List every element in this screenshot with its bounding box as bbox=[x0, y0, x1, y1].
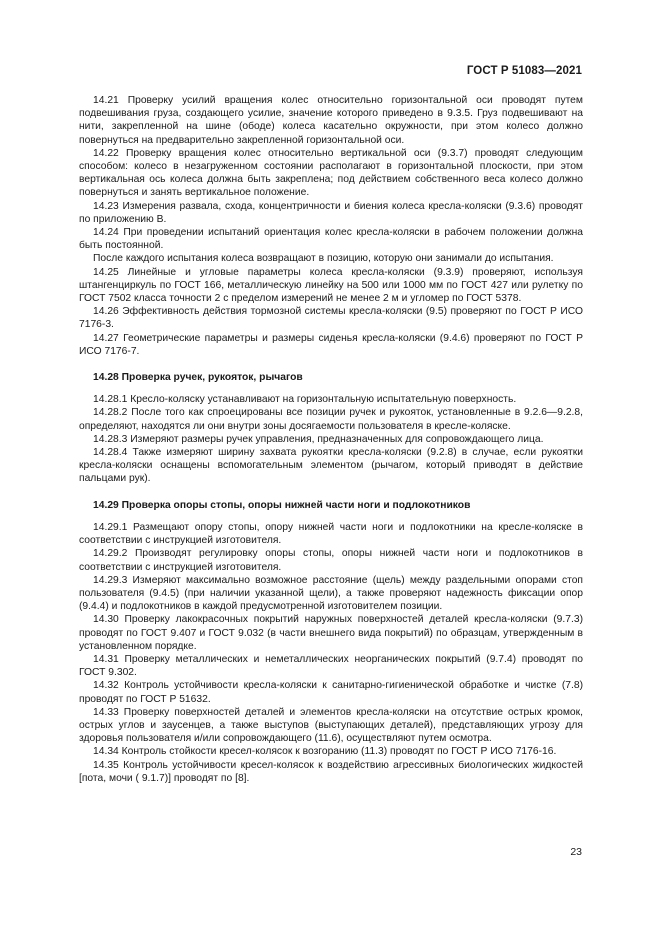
paragraph-14-21: 14.21 Проверку усилий вращения колес относительно горизонтальной оси проводят путем подвешивания груза, создающего усилие, значение которого приведено в 9.3.5. Груз подвешивают на нити, закрепленной на шине (ободе) колеса касательно окружности, при этом колесо должно повернуться на предварительно закрепленной горизонтальной оси. bbox=[79, 95, 583, 146]
paragraph-14-27: 14.27 Геометрические параметры и размеры сиденья кресла-коляски (9.4.6) проверяют по ГОСТ Р ИСО 7176-7. bbox=[79, 332, 583, 357]
paragraph-14-23: 14.23 Измерения развала, схода, концентричности и биения колеса кресла-коляски (9.3.6) проводят по приложению В. bbox=[79, 200, 583, 225]
page-number: 23 bbox=[570, 846, 582, 858]
paragraph-14-26: 14.26 Эффективность действия тормозной системы кресла-коляски (9.5) проверяют по ГОСТ Р ИСО 7176-3. bbox=[79, 306, 583, 331]
paragraph-14-28-1: 14.28.1 Кресло-коляску устанавливают на горизонтальную испытательную поверхность. bbox=[93, 394, 517, 406]
paragraph-14-33: 14.33 Проверку поверхностей деталей и элементов кресла-коляски на отсутствие острых кромок, острых углов и заусенцев, а также выступов (выступающих деталей), представляющих угрозу для здоровья пользователя и/или сопровождающего (11.6), осуществляют путем осмотра. bbox=[79, 706, 583, 745]
paragraph-14-35: 14.35 Контроль устойчивости кресел-колясок к воздействию агрессивных биологических жидкостей [пота, мочи ( 9.1.7)] проводят по [8]. bbox=[79, 759, 583, 784]
paragraph-14-32: 14.32 Контроль устойчивости кресла-коляски к санитарно-гигиенической обработке и чистке (7.8) проводят по ГОСТ Р 51632. bbox=[79, 680, 583, 705]
paragraph-14-34: 14.34 Контроль стойкости кресел-колясок к возгоранию (11.3) проводят по ГОСТ Р ИСО 7176-16. bbox=[93, 746, 557, 758]
paragraph-14-22: 14.22 Проверку вращения колес относительно вертикальной оси (9.3.7) проводят следующим способом: колесо в незагруженном состоянии располагают в горизонтальной плоскости, при этом вертикальная ось колеса должна быть закреплена; под действием собственного веса колесо должно повернуться и занять вертикальное положение. bbox=[79, 147, 583, 199]
paragraph-14-28-2: 14.28.2 После того как спроецированы все позиции ручек и рукояток, установленные в 9.2.6—9.2.8, определяют, находятся ли они внутри зоны досягаемости пользователя в кресле-коляске. bbox=[79, 407, 583, 432]
paragraph-14-24: 14.24 При проведении испытаний ориентация колес кресла-коляски в рабочем положении должна быть постоянной. bbox=[79, 227, 583, 252]
paragraph-14-28-3: 14.28.3 Измеряют размеры ручек управления, предназначенных для сопровождающего лица. bbox=[93, 433, 544, 445]
paragraph-14-29-2: 14.29.2 Производят регулировку опоры стопы, опоры нижней части ноги и подлокотников в соответствии с инструкцией изготовителя. bbox=[79, 548, 583, 573]
paragraph-14-24-note: После каждого испытания колеса возвращают в позицию, которую они занимали до испытания. bbox=[93, 253, 554, 265]
page-body bbox=[79, 94, 583, 785]
section-heading-14-28: 14.28 Проверка ручек, рукояток, рычагов bbox=[93, 372, 303, 384]
paragraph-14-29-3: 14.29.3 Измеряют максимально возможное расстояние (щель) между раздельными опорами стоп пользователя (9.4.5) (при наличии указанной щели), а также проверяют надежность фиксации опор (9.4.4) и подлокотников в каждой предусмотренной изготовителем позиции. bbox=[79, 574, 583, 613]
paragraph-14-29-1: 14.29.1 Размещают опору стопы, опору нижней части ноги и подлокотники на кресле-коляске в соответствии с инструкцией изготовителя. bbox=[79, 521, 583, 547]
paragraph-14-25: 14.25 Линейные и угловые параметры колеса кресла-коляски (9.3.9) проверяют, используя штангенциркуль по ГОСТ 166, металлическую линейку на 500 или 1000 мм по ГОСТ 427 или рулетку по ГОСТ 7502 класса точности 2 с пределом измерений не менее 2 м и угломер по ГОСТ 5378. bbox=[79, 266, 583, 305]
document-code: ГОСТ Р 51083—2021 bbox=[466, 65, 582, 77]
paragraph-14-28-4: 14.28.4 Также измеряют ширину захвата рукоятки кресла-коляски (9.2.8) в случае, если рукоятки кресла-коляски оснащены вспомогательным элементом (рычагом, который приводят в действие пальцами рук). bbox=[79, 447, 583, 485]
section-heading-14-29: 14.29 Проверка опоры стопы, опоры нижней части ноги и подлокотников bbox=[93, 499, 471, 511]
paragraph-14-30: 14.30 Проверку лакокрасочных покрытий наружных поверхностей деталей кресла-коляски (9.7.3) проводят по ГОСТ 9.407 и ГОСТ 9.032 (в части внешнего вида покрытий) по образцам, утвержденным в установленном порядке. bbox=[79, 614, 583, 652]
paragraph-14-31: 14.31 Проверку металлических и неметаллических неорганических покрытий (9.7.4) проводят по ГОСТ 9.302. bbox=[79, 653, 583, 679]
